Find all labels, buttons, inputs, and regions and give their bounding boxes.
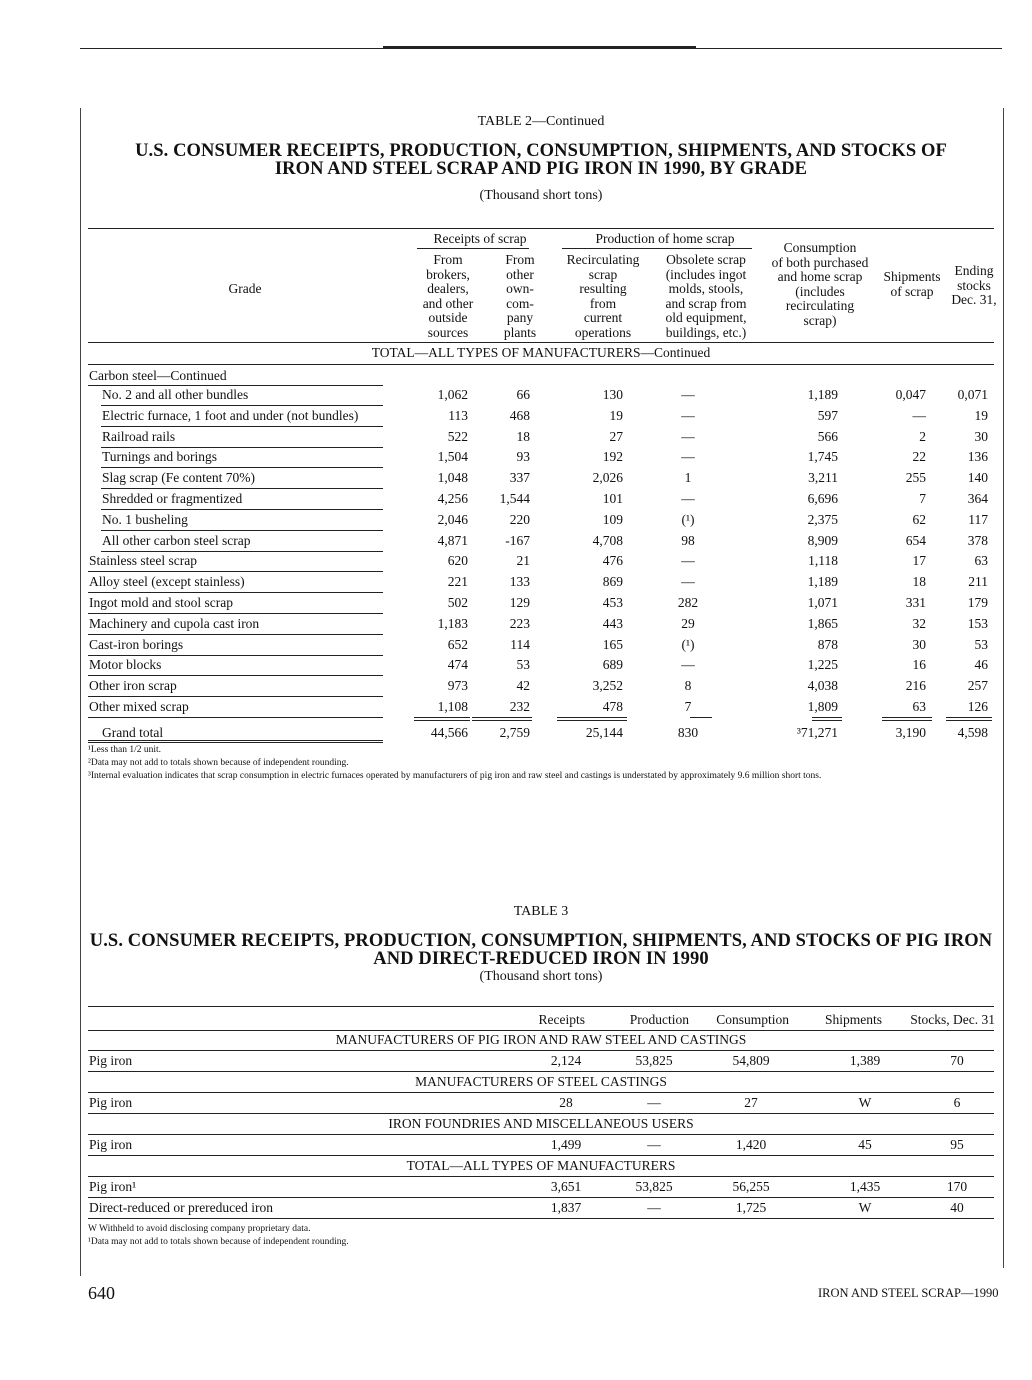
footnote: ²Data may not add to totals shown because of independent rounding. xyxy=(88,758,349,768)
table-cell: 1,745 xyxy=(807,449,838,465)
header-line: and home scrap xyxy=(777,269,863,284)
row-rule xyxy=(101,467,383,468)
table-cell: 2,026 xyxy=(592,470,623,486)
header-line: resulting xyxy=(579,281,627,296)
table2-receipts-rule xyxy=(417,248,529,249)
table-cell: 1,118 xyxy=(808,553,838,569)
total-rule xyxy=(882,720,932,721)
table-cell: — xyxy=(647,1137,661,1152)
table-cell: 192 xyxy=(602,449,623,465)
table-cell: 2 xyxy=(919,428,926,444)
table-cell: 113 xyxy=(448,407,468,423)
table-cell: W xyxy=(858,1095,872,1110)
table-cell: 257 xyxy=(967,678,988,694)
table2-section-rule xyxy=(88,364,994,365)
table2-header-col2 xyxy=(488,253,552,340)
table-cell: 3,211 xyxy=(808,470,838,486)
table-cell: — xyxy=(647,1200,661,1215)
table-cell: 337 xyxy=(509,470,530,486)
table2-section-label: TOTAL—ALL TYPES OF MANUFACTURERS—Continued xyxy=(371,345,711,360)
table-cell: 40 xyxy=(950,1200,964,1215)
header-line: From xyxy=(433,252,463,267)
table2-production-rule xyxy=(562,248,752,249)
header-line: brokers, xyxy=(426,266,470,282)
table2-header-top-rule xyxy=(88,228,994,229)
row-rule xyxy=(88,571,383,572)
total-rule xyxy=(414,720,470,721)
table-row-label: Electric furnace, 1 foot and under (not bundles) xyxy=(102,407,359,423)
table-cell: 28 xyxy=(559,1095,573,1110)
table-cell: 1,189 xyxy=(807,574,838,590)
table-cell: 1,499 xyxy=(550,1137,582,1152)
header-line: of scrap xyxy=(890,283,934,299)
table-cell: — xyxy=(681,449,695,465)
table-cell: 54,809 xyxy=(732,1053,770,1068)
table-cell: 29 xyxy=(681,615,695,631)
row-rule xyxy=(88,1071,994,1072)
table2-header-grade: Grade xyxy=(228,281,262,296)
table-cell: 6,696 xyxy=(807,491,838,506)
table-cell: 502 xyxy=(447,595,468,610)
table2-units: (Thousand short tons) xyxy=(479,188,603,203)
grand-total-rule xyxy=(88,740,383,741)
table-cell: 255 xyxy=(905,470,926,486)
header-line: old equipment, xyxy=(665,310,747,325)
table-cell: 27 xyxy=(609,428,623,444)
header-line: stocks xyxy=(957,277,991,293)
table-cell: (¹) xyxy=(681,636,695,652)
table-cell: 4,598 xyxy=(957,724,988,740)
table-cell: 878 xyxy=(817,636,838,652)
table-cell: 1,420 xyxy=(735,1137,767,1152)
left-margin-rule xyxy=(80,108,81,1276)
header-line: and other xyxy=(422,295,474,311)
header-line: Obsolete scrap xyxy=(666,252,746,267)
column-header: Production xyxy=(629,1012,689,1027)
table-cell: 44,566 xyxy=(430,724,468,740)
total-rule xyxy=(812,717,842,718)
table-cell: 19 xyxy=(609,407,623,423)
section-label: IRON FOUNDRIES AND MISCELLANEOUS USERS xyxy=(388,1116,694,1131)
table2-header-col5 xyxy=(760,241,880,328)
row-rule xyxy=(88,655,383,656)
table-cell: 652 xyxy=(447,636,468,652)
table-cell: (¹) xyxy=(681,511,695,527)
table-cell: 45 xyxy=(858,1137,872,1152)
table-row-label: Slag scrap (Fe content 70%) xyxy=(102,470,255,486)
table-row-label: Shredded or fragmentized xyxy=(102,491,243,506)
table-cell: 566 xyxy=(817,428,838,444)
table3-header-rule xyxy=(88,1030,994,1031)
table-cell: 216 xyxy=(905,678,926,694)
header-line: operations xyxy=(574,324,632,340)
header-line: Shipments xyxy=(883,269,941,284)
table-cell: 6 xyxy=(953,1095,961,1110)
total-rule xyxy=(946,717,992,718)
row-rule xyxy=(101,405,383,406)
table-cell: — xyxy=(681,657,695,673)
table-cell: 211 xyxy=(968,574,988,590)
table-row-label: Pig iron¹ xyxy=(89,1179,137,1194)
table-cell: — xyxy=(647,1095,661,1110)
table-row-label: Ingot mold and stool scrap xyxy=(89,595,233,610)
table-cell: 0,071 xyxy=(957,387,988,402)
table-cell: 95 xyxy=(950,1137,964,1152)
table-cell: 221 xyxy=(447,574,468,590)
table-cell: 32 xyxy=(912,615,926,631)
table-cell: 476 xyxy=(602,553,623,569)
header-line: buildings, etc.) xyxy=(665,324,747,340)
table-cell: 101 xyxy=(602,491,623,506)
table-cell: 1,062 xyxy=(437,387,468,402)
table-cell: 478 xyxy=(602,699,623,714)
table-cell: 8,909 xyxy=(807,532,838,548)
table2-title-line2: IRON AND STEEL SCRAP AND PIG IRON IN 1990, BY GRADE xyxy=(274,159,808,179)
table-cell: 830 xyxy=(677,724,699,740)
header-line: recirculating xyxy=(785,298,855,313)
header-line: of both purchased xyxy=(771,254,869,270)
table-cell: 1,809 xyxy=(807,699,838,714)
table-cell: 126 xyxy=(967,699,988,714)
table-cell: 282 xyxy=(677,595,699,610)
row-rule xyxy=(88,1155,994,1156)
header-line: dealers, xyxy=(427,281,469,296)
total-rule xyxy=(946,720,992,721)
footnote: ¹Less than 1/2 unit. xyxy=(88,745,162,755)
total-rule xyxy=(557,720,627,721)
section-rule xyxy=(88,1134,994,1135)
table-cell: 223 xyxy=(509,615,530,631)
header-line: pany xyxy=(506,310,534,325)
table-cell: 63 xyxy=(974,553,988,569)
table-cell: 129 xyxy=(509,595,530,610)
table-cell: 1,108 xyxy=(437,699,468,714)
table-cell: 114 xyxy=(510,636,530,652)
table2-header-col4 xyxy=(653,253,759,340)
footnote: ³Internal evaluation indicates that scrap consumption in electric furnaces operated by manufacturers of pig iron and raw steel and castings is understated by approximately 9.6 million short tons. xyxy=(88,771,822,781)
table-cell: — xyxy=(681,407,695,423)
table2-group-label: Carbon steel—Continued xyxy=(89,368,227,383)
table-cell: 53 xyxy=(516,657,530,673)
section-rule xyxy=(88,1050,994,1051)
table-cell: 2,124 xyxy=(550,1053,582,1068)
table-cell: — xyxy=(681,387,695,402)
table-cell: 140 xyxy=(967,470,988,486)
page-top-rule-thick xyxy=(383,46,696,49)
table-row-label: Pig iron xyxy=(89,1095,133,1110)
table-cell: — xyxy=(912,407,926,423)
table-cell: 597 xyxy=(817,407,838,423)
table-row-label: Alloy steel (except stainless) xyxy=(89,574,245,590)
table-cell: 4,708 xyxy=(592,532,623,548)
header-line: outside xyxy=(428,310,468,325)
table-cell: 1,189 xyxy=(807,387,838,402)
table-cell: 973 xyxy=(447,678,468,694)
table3-caption: TABLE 3 xyxy=(513,904,569,919)
table-cell: 3,252 xyxy=(592,678,623,694)
row-rule xyxy=(101,488,383,489)
table-cell: 1,225 xyxy=(807,657,838,673)
table-cell: 620 xyxy=(447,553,468,569)
header-line: com- xyxy=(506,295,534,311)
table-row-label: Turnings and borings xyxy=(102,449,218,465)
table-row-label: Grand total xyxy=(102,724,164,740)
table-cell: 56,255 xyxy=(732,1179,770,1194)
row-rule xyxy=(88,1197,994,1198)
table2-caption: TABLE 2—Continued xyxy=(477,114,605,129)
table-cell: ³71,271 xyxy=(796,724,838,740)
header-line: from xyxy=(589,295,617,311)
row-rule xyxy=(88,1113,994,1114)
table-cell: 136 xyxy=(967,449,988,465)
header-line: scrap) xyxy=(803,312,837,328)
table-cell: 53,825 xyxy=(635,1053,673,1068)
table-cell: 22 xyxy=(912,449,926,465)
table-cell: 62 xyxy=(912,511,926,527)
column-header: Shipments xyxy=(824,1012,882,1027)
table-cell: 474 xyxy=(447,657,468,673)
table3-title-line2: AND DIRECT-REDUCED IRON IN 1990 xyxy=(373,949,709,969)
header-line: current xyxy=(583,310,623,325)
table2-header-col3 xyxy=(553,253,653,340)
total-rule xyxy=(472,720,532,721)
table-cell: 3,651 xyxy=(550,1179,582,1194)
header-line: own- xyxy=(506,281,534,296)
section-rule xyxy=(88,1092,994,1093)
table-cell: 522 xyxy=(447,428,468,444)
table-cell: 25,144 xyxy=(585,724,623,740)
table-row-label: All other carbon steel scrap xyxy=(102,532,251,548)
total-rule xyxy=(414,717,470,718)
table3-title-line1: U.S. CONSUMER RECEIPTS, PRODUCTION, CONSUMPTION, SHIPMENTS, AND STOCKS OF PIG IRON xyxy=(89,931,993,951)
header-line: plants xyxy=(503,324,537,340)
table-row-label: Pig iron xyxy=(89,1137,133,1152)
table-cell: 1,544 xyxy=(499,491,530,506)
table-cell: 179 xyxy=(967,595,988,610)
header-line: (includes ingot xyxy=(665,266,747,282)
table-cell: 331 xyxy=(905,595,926,610)
table-cell: 30 xyxy=(912,636,926,652)
row-rule xyxy=(88,1218,994,1219)
row-rule xyxy=(88,634,383,635)
table-cell: 453 xyxy=(602,595,623,610)
row-rule xyxy=(101,447,383,448)
table-cell: 98 xyxy=(681,532,695,548)
table-row-label: Direct-reduced or prereduced iron xyxy=(89,1200,274,1215)
header-line: (includes xyxy=(795,283,845,299)
table-cell: 18 xyxy=(516,428,530,444)
header-line: Dec. 31, xyxy=(951,292,997,307)
total-rule xyxy=(882,717,932,718)
table-cell: 66 xyxy=(516,387,530,402)
table-cell: 2,046 xyxy=(437,511,468,527)
table-cell: 7 xyxy=(684,699,692,714)
table-cell: 53 xyxy=(974,636,988,652)
total-rule xyxy=(812,720,842,721)
table-cell: -167 xyxy=(505,532,530,548)
header-line: and scrap from xyxy=(665,295,747,311)
table2-header-col1 xyxy=(408,253,488,340)
table-cell: 1,504 xyxy=(437,449,468,465)
row-rule xyxy=(101,551,383,552)
table-cell: 1,725 xyxy=(735,1200,767,1215)
table3-header-top-rule xyxy=(88,1006,994,1007)
header-line: Ending xyxy=(954,263,994,278)
row-rule xyxy=(88,717,383,718)
table2-header-receipts: Receipts of scrap xyxy=(433,231,527,246)
row-rule xyxy=(88,613,383,614)
table-row-label: Machinery and cupola cast iron xyxy=(89,615,260,631)
table-cell: 165 xyxy=(602,636,623,652)
table-cell: — xyxy=(681,428,695,444)
header-line: molds, stools, xyxy=(668,281,744,296)
table-row-label: Other mixed scrap xyxy=(89,699,189,714)
table-cell: 3,190 xyxy=(895,724,926,740)
table-row-label: Stainless steel scrap xyxy=(89,553,197,569)
section-rule xyxy=(88,1176,994,1177)
table-cell: 8 xyxy=(684,678,692,694)
table-cell: 93 xyxy=(516,449,530,465)
running-title: IRON AND STEEL SCRAP—1990 xyxy=(818,1286,999,1300)
table-cell: 2,759 xyxy=(499,724,530,740)
table-cell: 232 xyxy=(509,699,530,714)
table-cell: 869 xyxy=(602,574,623,590)
table-cell: — xyxy=(681,553,695,569)
table-cell: W xyxy=(858,1200,872,1215)
table-cell: 1,837 xyxy=(550,1200,582,1215)
table-cell: 133 xyxy=(509,574,530,590)
table-cell: 70 xyxy=(950,1053,964,1068)
table-cell: 1,865 xyxy=(807,615,838,631)
table-cell: 21 xyxy=(516,553,530,569)
footnote: ¹Data may not add to totals shown because of independent rounding. xyxy=(88,1237,349,1247)
total-rule xyxy=(557,717,627,718)
table2-header-col6 xyxy=(876,270,948,299)
row-rule xyxy=(101,509,383,510)
row-rule xyxy=(101,530,383,531)
page-number: 640 xyxy=(88,1283,115,1303)
table-cell: 654 xyxy=(905,532,926,548)
table-cell: 378 xyxy=(967,532,988,548)
row-rule xyxy=(88,592,383,593)
grand-total-rule xyxy=(88,742,383,743)
header-line: From xyxy=(505,252,535,267)
table-row-label: Pig iron xyxy=(89,1053,133,1068)
table-cell: 7 xyxy=(919,491,926,506)
row-rule xyxy=(88,696,383,697)
row-rule xyxy=(101,426,383,427)
table-row-label: Cast-iron borings xyxy=(89,636,184,652)
table-cell: 364 xyxy=(967,491,988,506)
header-line: sources xyxy=(427,324,469,340)
table-cell: 63 xyxy=(912,699,926,714)
table-cell: 16 xyxy=(912,657,926,673)
header-line: Consumption xyxy=(783,240,857,255)
table2-title-line1: U.S. CONSUMER RECEIPTS, PRODUCTION, CONSUMPTION, SHIPMENTS, AND STOCKS OF xyxy=(135,141,947,161)
footnote: W Withheld to avoid disclosing company proprietary data. xyxy=(88,1224,311,1234)
table-cell: 30 xyxy=(974,428,988,444)
table-cell: 4,038 xyxy=(807,678,838,694)
header-line: Recirculating xyxy=(566,252,640,267)
table-cell: 443 xyxy=(602,615,623,631)
table-cell: — xyxy=(681,574,695,590)
table-cell: 0,047 xyxy=(895,387,926,402)
table-cell: 153 xyxy=(967,615,988,631)
row-rule xyxy=(88,675,383,676)
table-cell: 18 xyxy=(912,574,926,590)
table2-header-production: Production of home scrap xyxy=(595,231,735,246)
table3-units: (Thousand short tons) xyxy=(479,969,603,984)
table2-header-col7 xyxy=(944,264,1004,308)
column-header: Consumption xyxy=(716,1012,789,1027)
table-cell: 117 xyxy=(968,511,988,527)
column-header: Receipts xyxy=(538,1012,585,1027)
table-cell: 170 xyxy=(946,1179,968,1194)
header-line: scrap xyxy=(588,266,618,282)
table-cell: 46 xyxy=(974,657,988,673)
table-cell: 17 xyxy=(912,553,926,569)
total-rule xyxy=(690,717,712,718)
table-cell: 19 xyxy=(974,407,988,423)
table-row-label: Other iron scrap xyxy=(89,678,177,694)
table-row-label: No. 2 and all other bundles xyxy=(102,387,249,402)
section-label: MANUFACTURERS OF PIG IRON AND RAW STEEL AND CASTINGS xyxy=(335,1032,747,1047)
table-cell: 109 xyxy=(602,511,623,527)
table-row-label: Railroad rails xyxy=(102,428,176,444)
table-cell: 2,375 xyxy=(807,511,838,527)
table-cell: 220 xyxy=(509,511,530,527)
table-cell: 1,048 xyxy=(437,470,468,486)
table-cell: 1,435 xyxy=(849,1179,881,1194)
total-rule xyxy=(472,717,532,718)
table-row-label: No. 1 busheling xyxy=(102,511,188,527)
table-cell: 27 xyxy=(744,1095,758,1110)
header-line: other xyxy=(506,266,534,282)
section-label: TOTAL—ALL TYPES OF MANUFACTURERS xyxy=(406,1158,676,1173)
table2-header-bottom-rule xyxy=(88,342,994,343)
table-cell: 1,389 xyxy=(849,1053,881,1068)
table-cell: 1,183 xyxy=(437,615,468,631)
table-cell: 689 xyxy=(602,657,623,673)
table-row-label: Motor blocks xyxy=(89,657,162,673)
table-cell: 1,071 xyxy=(807,595,838,610)
table-cell: 4,256 xyxy=(437,491,468,506)
table-cell: 130 xyxy=(602,387,623,402)
table-cell: 53,825 xyxy=(635,1179,673,1194)
column-header: Stocks, Dec. 31 xyxy=(910,1012,995,1027)
table-cell: 42 xyxy=(516,678,530,694)
table-cell: 4,871 xyxy=(437,532,468,548)
section-label: MANUFACTURERS OF STEEL CASTINGS xyxy=(415,1074,667,1089)
table-cell: 1 xyxy=(684,470,692,486)
table-cell: 468 xyxy=(509,407,530,423)
table-cell: — xyxy=(681,491,695,506)
table2-group-rule xyxy=(88,385,383,386)
